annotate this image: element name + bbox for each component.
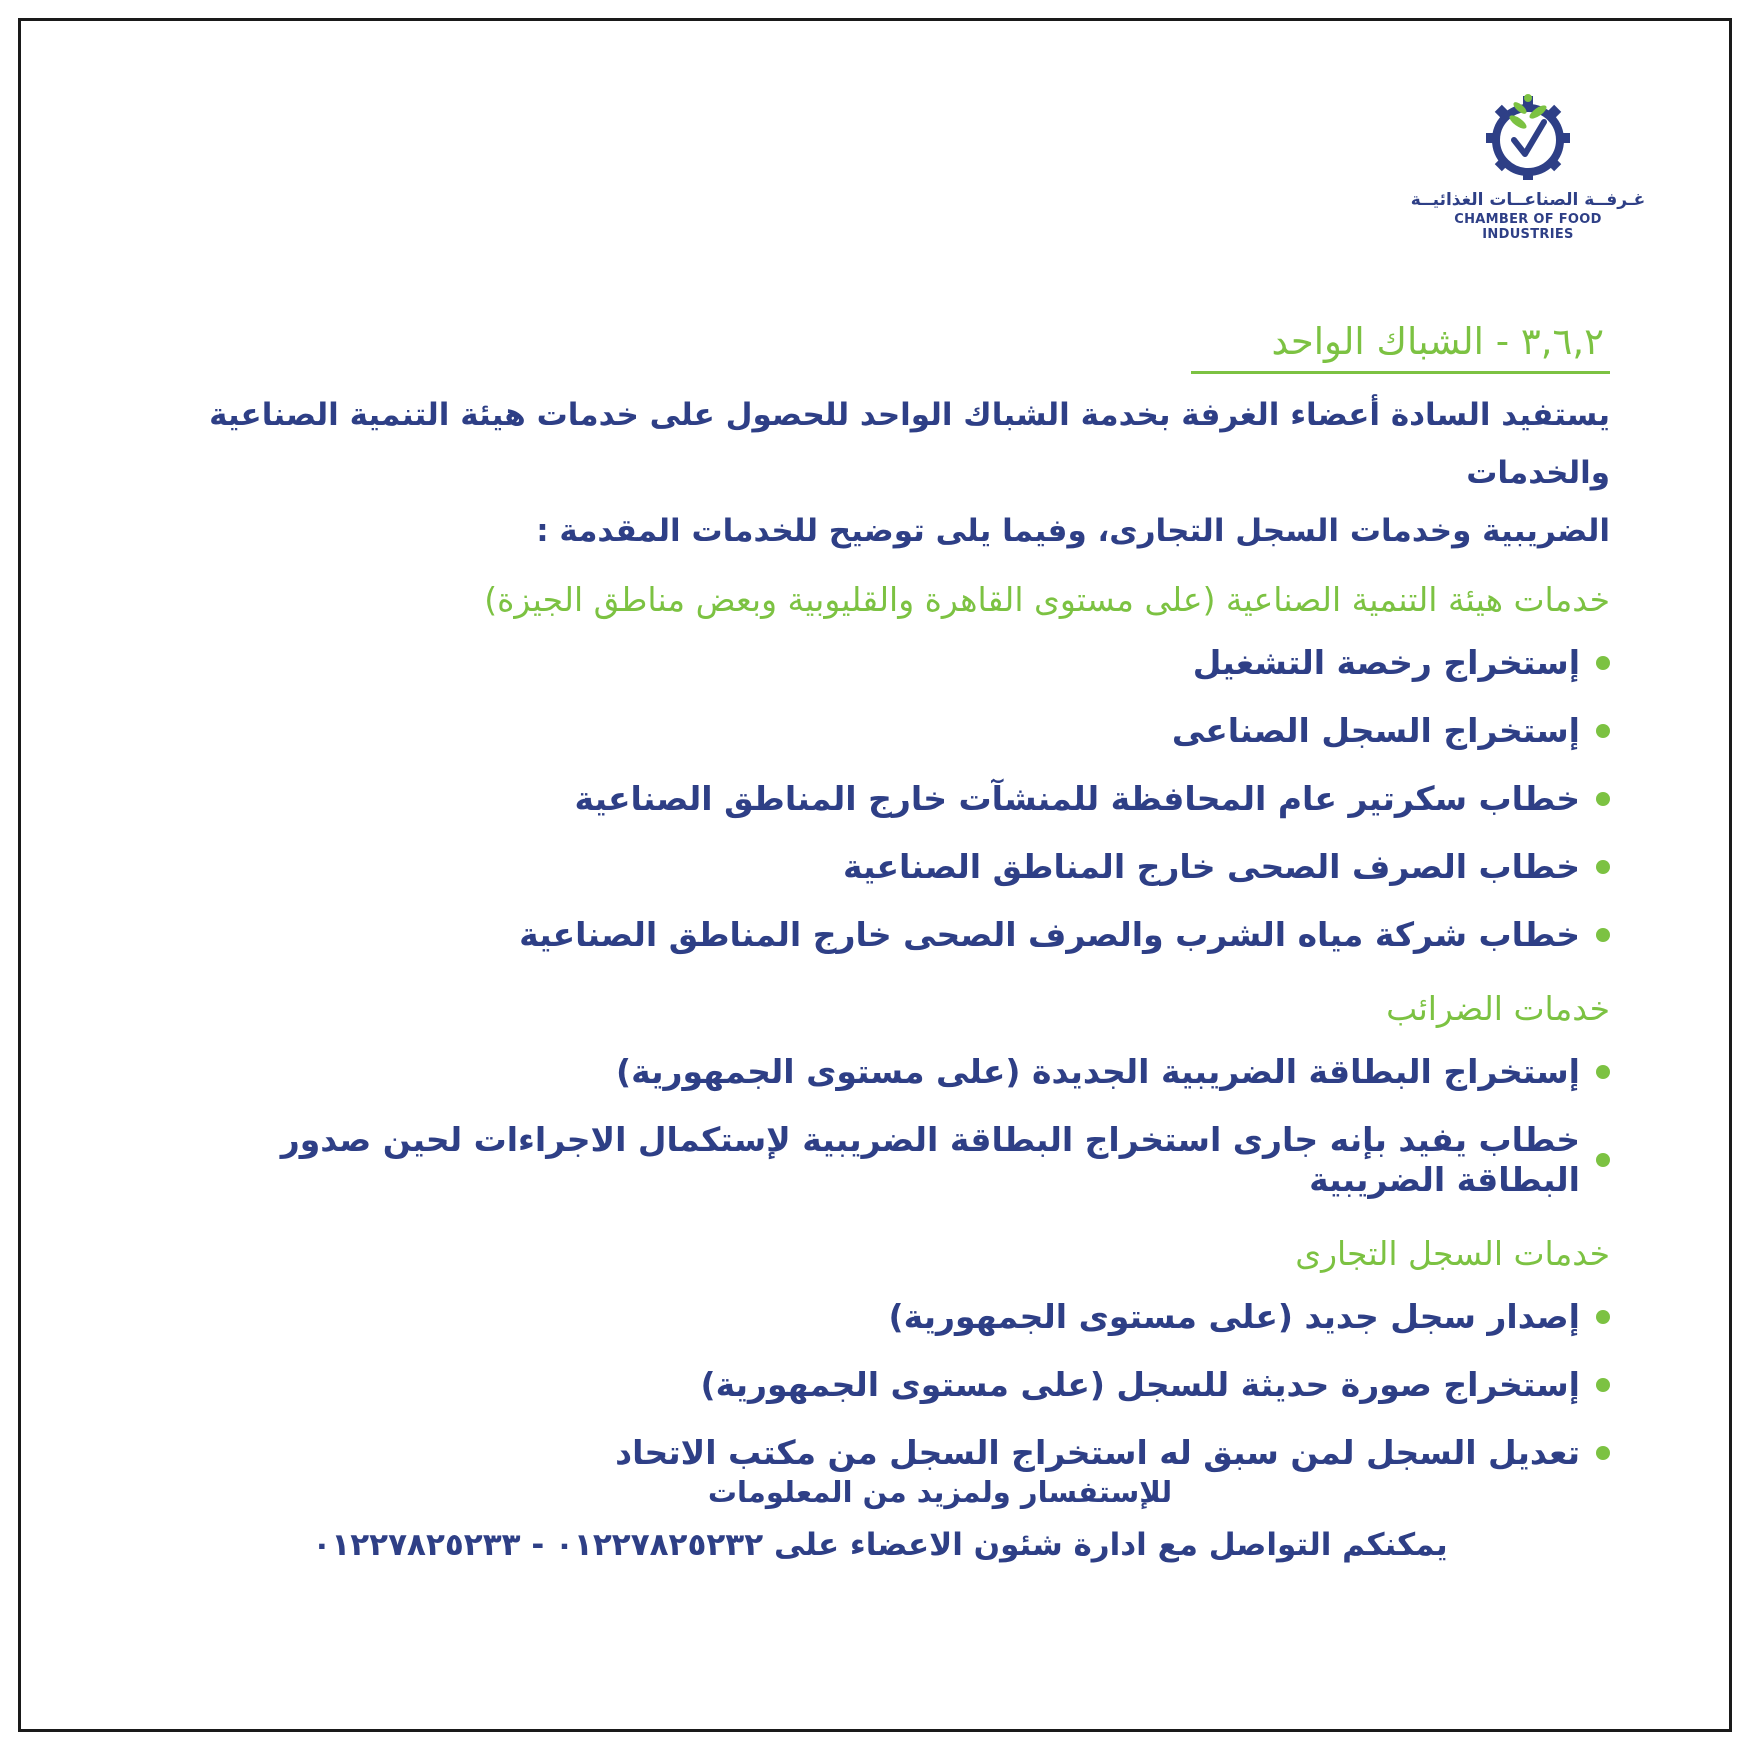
section-heading-industrial: خدمات هيئة التنمية الصناعية (على مستوى القاهرة والقليوبية وبعض مناطق الجيزة) [484,580,1610,619]
list-item [150,833,1610,901]
list-item-text: تعديل السجل لمن سبق له استخراج السجل من مكتب الاتحاد [615,1433,1580,1472]
contact-line: يمكنكم التواصل مع ادارة شئون الاعضاء على ٠١٢٢٧٨٢٥٢٣٢ - ٠١٢٢٧٨٢٥٢٣٣ [312,1527,1448,1563]
list-item-text: إستخراج السجل الصناعى [1171,711,1580,750]
section-heading-commercial: خدمات السجل التجارى [1295,1234,1610,1273]
page-title: ٣,٦,٢ - الشباك الواحد [1191,320,1610,374]
bullet-icon [1596,1065,1610,1079]
contact-footer [150,1475,1610,1563]
bullet-icon [1596,928,1610,942]
section-heading-tax: خدمات الضرائب [1386,989,1610,1028]
list-item-text: خطاب الصرف الصحى خارج المناطق الصناعية [843,847,1580,886]
list-item-text: إستخراج صورة حديثة للسجل (على مستوى الجمهورية) [700,1365,1580,1404]
inquiry-line: للإستفسار ولمزيد من المعلومات [707,1475,1173,1509]
intro-line: الضريبية وخدمات السجل التجارى، وفيما يلى توضيح للخدمات المقدمة : [536,513,1610,549]
list-item-text: خطاب سكرتير عام المحافظة للمنشآت خارج المناطق الصناعية [574,779,1580,818]
list-item [150,629,1610,697]
gear-leaf-icon [1478,88,1578,188]
bullet-icon [1596,1446,1610,1460]
bullet-icon [1596,1153,1610,1167]
list-item [150,1106,1610,1214]
logo-arabic-name: غـرفــة الصناعــات الغذائيــة [1410,190,1646,210]
list-item-text: إصدار سجل جديد (على مستوى الجمهورية) [888,1297,1580,1336]
list-item-text: إستخراج رخصة التشغيل [1192,643,1580,682]
list-item-text: خطاب شركة مياه الشرب والصرف الصحى خارج المناطق الصناعية [519,915,1580,954]
bullet-icon [1596,792,1610,806]
list-item-text: إستخراج البطاقة الضريبية الجديدة (على مستوى الجمهورية) [616,1052,1580,1091]
chamber-logo [1408,88,1648,242]
bullet-icon [1596,656,1610,670]
industrial-services-list [150,629,1610,969]
list-item [150,901,1610,969]
list-item [150,1283,1610,1351]
list-item [150,1351,1610,1419]
list-item [150,697,1610,765]
main-content [150,320,1610,1487]
list-item [150,765,1610,833]
commercial-services-list [150,1283,1610,1487]
tax-services-list [150,1038,1610,1214]
logo-english-name: CHAMBER OF FOOD INDUSTRIES [1454,212,1602,242]
intro-line: يستفيد السادة أعضاء الغرفة بخدمة الشباك الواحد للحصول على خدمات هيئة التنمية الصناعية والخدمات [209,397,1610,491]
bullet-icon [1596,1378,1610,1392]
bullet-icon [1596,724,1610,738]
intro-paragraph [150,386,1610,560]
list-item-text: خطاب يفيد بإنه جارى استخراج البطاقة الضريبية لإستكمال الاجراءات لحين صدور البطاقة الضريبية [280,1120,1580,1199]
list-item [150,1038,1610,1106]
bullet-icon [1596,860,1610,874]
bullet-icon [1596,1310,1610,1324]
